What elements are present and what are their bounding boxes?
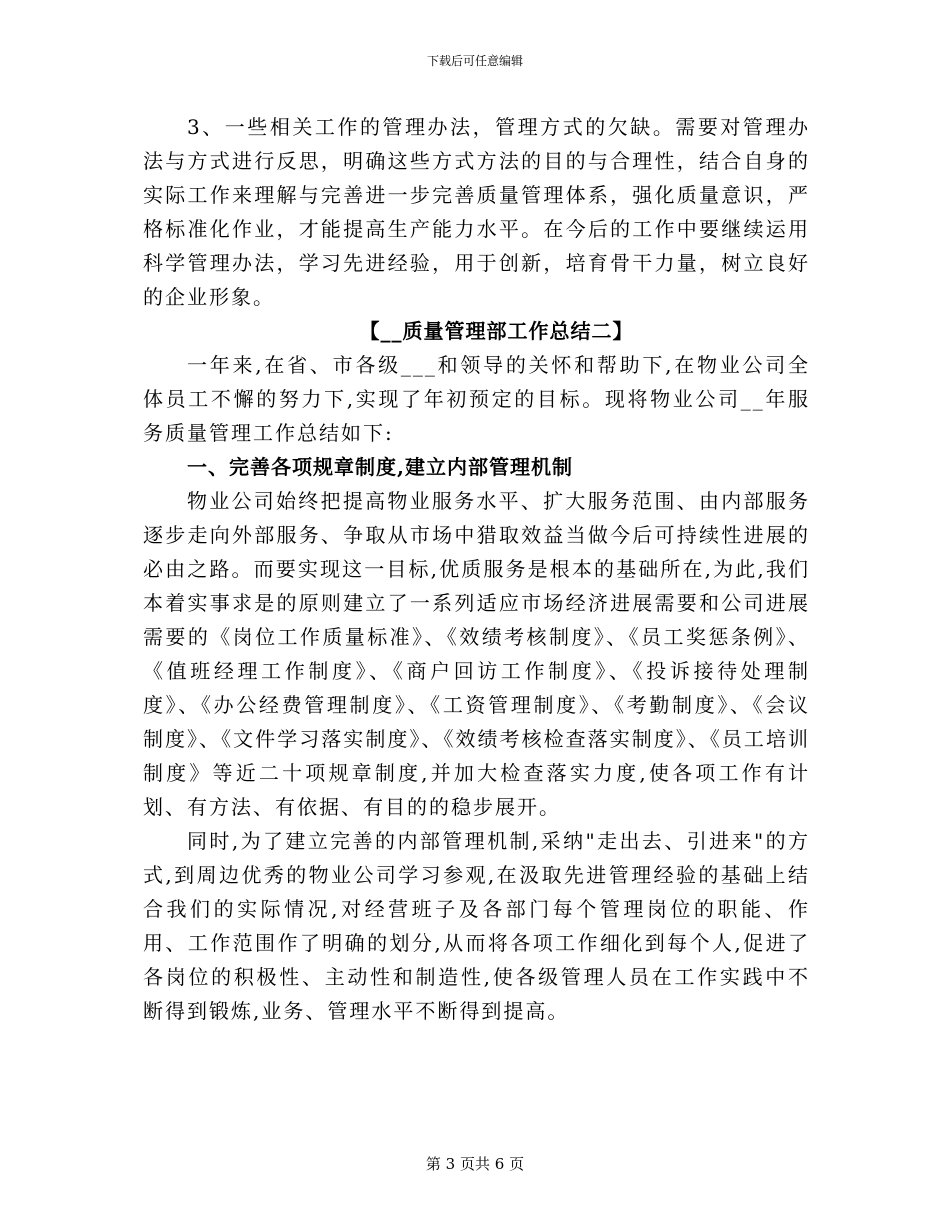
paragraph-mechanism: 同时,为了建立完善的内部管理机制,采纳"走出去、引进来"的方式,到周边优秀的物业公司学习参观,在汲取先进管理经验的基础上结合我们的实际情况,对经营班子及各部门每个管理岗位的职能、作用、工作范围作了明确的划分,从而将各项工作细化到每个人,促进了各岗位的积极性、主动性和制造性,使各级管理人员在工作实践中不断得到锻炼,业务、管理水平不断得到提高。: [143, 829, 810, 1023]
page-header: 下载后可任意编辑: [426, 54, 523, 68]
paragraph-intro: 一年来,在省、市各级___和领导的关怀和帮助下,在物业公司全体员工不懈的努力下,实现了年初预定的目标。现将物业公司__年服务质量管理工作总结如下:: [143, 353, 810, 445]
paragraph-deficiencies: 3、一些相关工作的管理办法，管理方式的欠缺。需要对管理办法与方式进行反思，明确这些方式方法的目的与合理性，结合自身的实际工作来理解与完善进一步完善质量管理体系，强化质量意识，严格标准化作业，才能提高生产能力水平。在今后的工作中要继续运用科学管理办法，学习先进经验，用于创新，培育骨干力量，树立良好的企业形象。: [143, 115, 810, 309]
paragraph-rules: 物业公司始终把提高物业服务水平、扩大服务范围、由内部服务逐步走向外部服务、争取从市场中猎取效益当做今后可持续性进展的必由之路。而要实现这一目标,优质服务是根本的基础所在,为此,我们本着实事求是的原则建立了一系列适应市场经济进展需要和公司进展需要的《岗位工作质量标准》、《效绩考核制度》、《员工奖惩条例》、《值班经理工作制度》、《商户回访工作制度》、《投诉接待处理制度》、《办公经费管理制度》、《工资管理制度》、《考勤制度》、《会议制度》、《文件学习落实制度》、《效绩考核检查落实制度》、《员工培训制度》等近二十项规章制度,并加大检查落实力度,使各项工作有计划、有方法、有依据、有目的的稳步展开。: [143, 489, 810, 819]
document-body: [143, 110, 810, 1028]
subheading-rules: 一、完善各项规章制度,建立内部管理机制: [187, 455, 573, 479]
page-footer: 第 3 页共 6 页: [425, 1155, 525, 1173]
section-title: 【__质量管理部工作总结二】: [359, 319, 634, 343]
